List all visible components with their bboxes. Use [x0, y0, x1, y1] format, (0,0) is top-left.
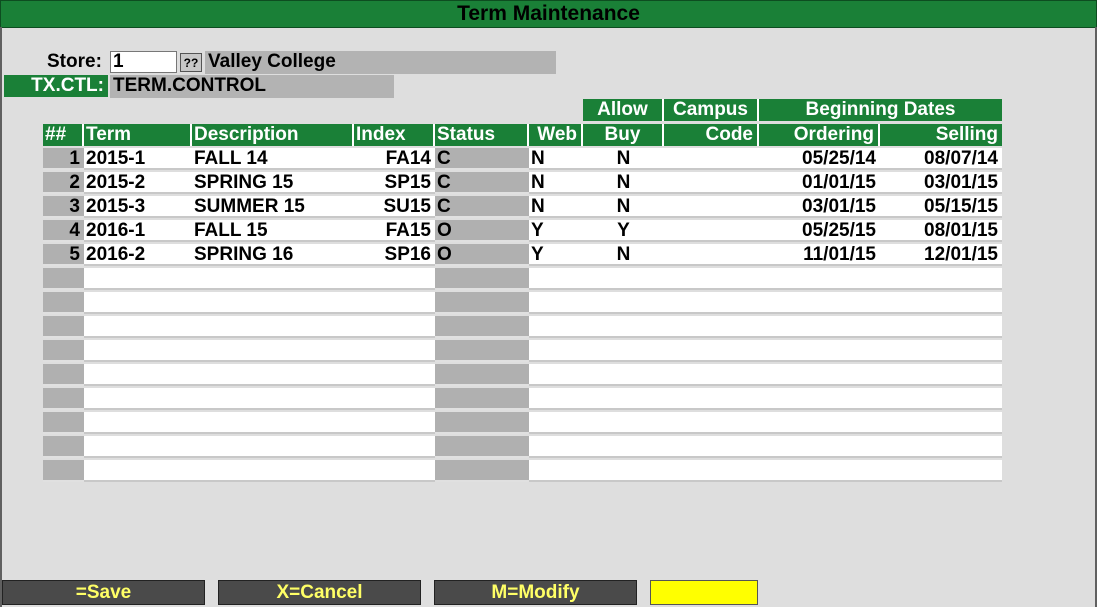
campus-code-cell[interactable] [664, 460, 759, 482]
term-cell[interactable]: 2016-2 [84, 244, 192, 266]
allow-buy-cell[interactable] [583, 268, 664, 290]
allow-buy-cell[interactable] [583, 364, 664, 386]
allow-buy-cell[interactable] [583, 388, 664, 410]
term-cell[interactable] [84, 460, 192, 482]
campus-code-cell[interactable] [664, 268, 759, 290]
status-cell: C [435, 172, 529, 194]
save-button[interactable]: =Save [2, 580, 205, 605]
status-cell: O [435, 244, 529, 266]
index-cell[interactable] [354, 292, 435, 314]
frame-left-border [0, 27, 2, 607]
index-cell[interactable]: SP15 [354, 172, 435, 194]
col-header-web: Web [529, 124, 583, 146]
row-number [43, 292, 84, 314]
index-cell[interactable] [354, 388, 435, 410]
web-cell[interactable]: Y [529, 244, 583, 266]
ordering-date-cell[interactable]: 01/01/15 [759, 172, 880, 194]
cancel-button[interactable]: X=Cancel [218, 580, 421, 605]
index-cell[interactable]: FA15 [354, 220, 435, 242]
store-lookup-button[interactable]: ?? [180, 53, 202, 72]
selling-date-cell[interactable]: 12/01/15 [880, 244, 1002, 266]
campus-code-cell[interactable] [664, 196, 759, 218]
selling-date-cell[interactable] [880, 460, 1002, 482]
status-cell [435, 412, 529, 434]
allow-buy-cell[interactable]: Y [583, 220, 664, 242]
selling-date-cell[interactable] [880, 436, 1002, 458]
allow-buy-cell[interactable] [583, 292, 664, 314]
campus-code-cell[interactable] [664, 436, 759, 458]
campus-code-cell[interactable] [664, 412, 759, 434]
description-cell[interactable]: SPRING 15 [192, 172, 354, 194]
selling-date-cell[interactable]: 03/01/15 [880, 172, 1002, 194]
ordering-date-cell[interactable] [759, 316, 880, 338]
selling-date-cell[interactable]: 08/07/14 [880, 148, 1002, 170]
description-cell[interactable] [192, 412, 354, 434]
campus-code-cell[interactable] [664, 340, 759, 362]
col-header-description: Description [192, 124, 354, 146]
allow-buy-cell[interactable]: N [583, 172, 664, 194]
col-header-ordering: Ordering [759, 124, 880, 146]
selling-date-cell[interactable] [880, 292, 1002, 314]
selling-date-cell[interactable] [880, 364, 1002, 386]
index-cell[interactable] [354, 316, 435, 338]
status-cell: C [435, 196, 529, 218]
col-header-status: Status [435, 124, 529, 146]
index-cell[interactable] [354, 460, 435, 482]
ordering-date-cell[interactable] [759, 292, 880, 314]
ordering-date-cell[interactable] [759, 388, 880, 410]
status-cell: C [435, 148, 529, 170]
web-cell[interactable]: N [529, 148, 583, 170]
col-header-code: Code [664, 124, 759, 146]
term-cell[interactable] [84, 316, 192, 338]
index-cell[interactable] [354, 436, 435, 458]
row-number [43, 364, 84, 386]
ordering-date-cell[interactable] [759, 436, 880, 458]
description-cell[interactable] [192, 316, 354, 338]
status-cell [435, 436, 529, 458]
description-cell[interactable] [192, 268, 354, 290]
web-cell[interactable]: N [529, 196, 583, 218]
selling-date-cell[interactable] [880, 412, 1002, 434]
allow-buy-cell[interactable] [583, 436, 664, 458]
term-cell[interactable]: 2015-3 [84, 196, 192, 218]
ordering-date-cell[interactable] [759, 460, 880, 482]
status-cell [435, 292, 529, 314]
ordering-date-cell[interactable] [759, 412, 880, 434]
selling-date-cell[interactable]: 08/01/15 [880, 220, 1002, 242]
row-number [43, 268, 84, 290]
allow-buy-cell[interactable] [583, 412, 664, 434]
web-cell[interactable] [529, 412, 583, 434]
web-cell[interactable] [529, 364, 583, 386]
web-cell[interactable] [529, 460, 583, 482]
status-cell [435, 340, 529, 362]
campus-code-cell[interactable] [664, 220, 759, 242]
term-cell[interactable]: 2015-1 [84, 148, 192, 170]
col-header-num: ## [43, 124, 84, 146]
ordering-date-cell[interactable]: 03/01/15 [759, 196, 880, 218]
status-cell [435, 316, 529, 338]
allow-buy-cell[interactable]: N [583, 196, 664, 218]
web-cell[interactable] [529, 268, 583, 290]
campus-code-cell[interactable] [664, 148, 759, 170]
description-cell[interactable] [192, 340, 354, 362]
description-cell[interactable]: FALL 15 [192, 220, 354, 242]
index-cell[interactable]: SU15 [354, 196, 435, 218]
description-cell[interactable] [192, 460, 354, 482]
col-header-index: Index [354, 124, 435, 146]
ordering-date-cell[interactable]: 05/25/15 [759, 220, 880, 242]
allow-buy-cell[interactable] [583, 316, 664, 338]
allow-buy-cell[interactable]: N [583, 148, 664, 170]
store-name: Valley College [205, 51, 556, 74]
ordering-date-cell[interactable] [759, 364, 880, 386]
store-input[interactable]: 1 [110, 51, 177, 73]
row-number [43, 460, 84, 482]
index-cell[interactable] [354, 268, 435, 290]
campus-code-cell[interactable] [664, 316, 759, 338]
allow-buy-cell[interactable]: N [583, 244, 664, 266]
term-cell[interactable]: 2015-2 [84, 172, 192, 194]
description-cell[interactable] [192, 364, 354, 386]
web-cell[interactable] [529, 340, 583, 362]
description-cell[interactable] [192, 292, 354, 314]
txctl-value: TERM.CONTROL [110, 75, 394, 98]
selling-date-cell[interactable] [880, 316, 1002, 338]
group-header-allow: Allow [583, 99, 664, 121]
description-cell[interactable]: FALL 14 [192, 148, 354, 170]
row-number [43, 388, 84, 410]
index-cell[interactable] [354, 364, 435, 386]
web-cell[interactable]: N [529, 172, 583, 194]
col-header-buy: Buy [583, 124, 664, 146]
description-cell[interactable] [192, 388, 354, 410]
campus-code-cell[interactable] [664, 388, 759, 410]
group-header-beginning-dates: Beginning Dates [759, 99, 1002, 121]
row-number [43, 316, 84, 338]
row-number: 4 [43, 220, 84, 242]
col-header-selling: Selling [880, 124, 1002, 146]
modify-button[interactable]: M=Modify [434, 580, 637, 605]
index-cell[interactable]: SP16 [354, 244, 435, 266]
ordering-date-cell[interactable] [759, 340, 880, 362]
campus-code-cell[interactable] [664, 292, 759, 314]
status-cell: O [435, 220, 529, 242]
row-number [43, 340, 84, 362]
web-cell[interactable]: Y [529, 220, 583, 242]
selling-date-cell[interactable]: 05/15/15 [880, 196, 1002, 218]
group-header-campus: Campus [664, 99, 759, 121]
col-header-term: Term [84, 124, 192, 146]
status-cell [435, 460, 529, 482]
index-cell[interactable]: FA14 [354, 148, 435, 170]
row-number: 2 [43, 172, 84, 194]
description-cell[interactable]: SUMMER 15 [192, 196, 354, 218]
term-cell[interactable] [84, 268, 192, 290]
row-number: 5 [43, 244, 84, 266]
index-cell[interactable] [354, 412, 435, 434]
term-cell[interactable] [84, 412, 192, 434]
row-number [43, 436, 84, 458]
term-cell[interactable]: 2016-1 [84, 220, 192, 242]
selling-date-cell[interactable] [880, 340, 1002, 362]
ordering-date-cell[interactable] [759, 268, 880, 290]
campus-code-cell[interactable] [664, 364, 759, 386]
web-cell[interactable] [529, 292, 583, 314]
status-cell [435, 364, 529, 386]
ordering-date-cell[interactable]: 11/01/15 [759, 244, 880, 266]
allow-buy-cell[interactable] [583, 460, 664, 482]
web-cell[interactable] [529, 436, 583, 458]
term-cell[interactable] [84, 340, 192, 362]
row-number: 3 [43, 196, 84, 218]
status-cell [435, 388, 529, 410]
campus-code-cell[interactable] [664, 172, 759, 194]
selling-date-cell[interactable] [880, 388, 1002, 410]
highlighted-key-button[interactable] [650, 580, 758, 605]
description-cell[interactable]: SPRING 16 [192, 244, 354, 266]
campus-code-cell[interactable] [664, 244, 759, 266]
ordering-date-cell[interactable]: 05/25/14 [759, 148, 880, 170]
txctl-label: TX.CTL: [4, 75, 108, 97]
row-number [43, 412, 84, 434]
selling-date-cell[interactable] [880, 268, 1002, 290]
row-number: 1 [43, 148, 84, 170]
description-cell[interactable] [192, 436, 354, 458]
term-cell[interactable] [84, 292, 192, 314]
store-label: Store: [47, 51, 102, 72]
window-title: Term Maintenance [0, 0, 1097, 28]
status-cell [435, 268, 529, 290]
term-cell[interactable] [84, 388, 192, 410]
term-cell[interactable] [84, 436, 192, 458]
term-cell[interactable] [84, 364, 192, 386]
index-cell[interactable] [354, 340, 435, 362]
web-cell[interactable] [529, 388, 583, 410]
web-cell[interactable] [529, 316, 583, 338]
allow-buy-cell[interactable] [583, 340, 664, 362]
